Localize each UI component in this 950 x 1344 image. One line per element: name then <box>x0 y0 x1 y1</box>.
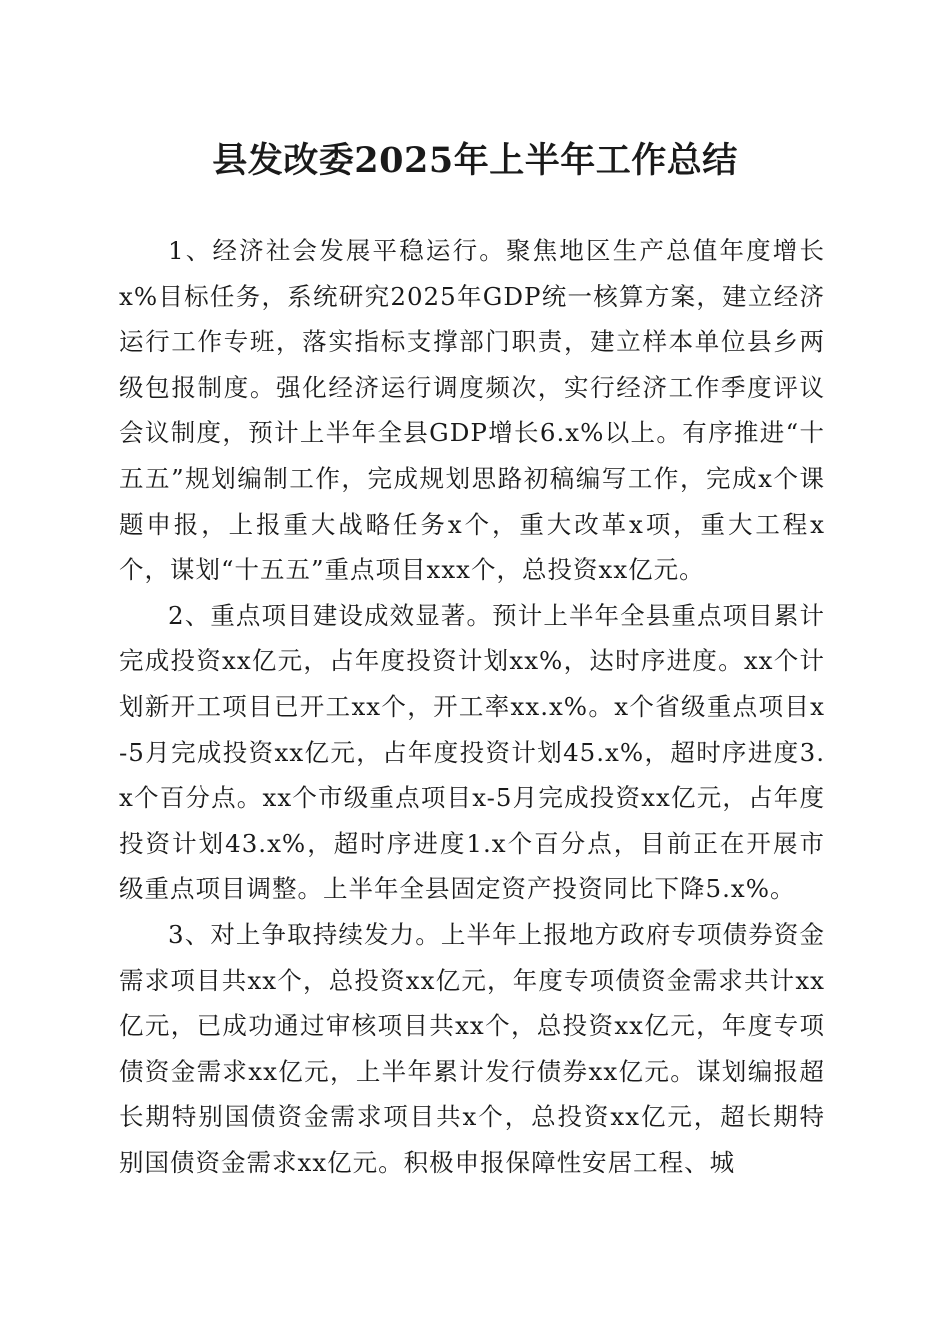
document-body <box>119 228 825 1185</box>
paragraph-key-projects: 2、重点项目建设成效显著。预计上半年全县重点项目累计完成投资xx亿元，占年度投资计划xx%，达时序进度。xx个计划新开工项目已开工xx个，开工率xx.x%。x个省级重点项目x-5月完成投资xx亿元，占年度投资计划45.x%，超时序进度3.x个百分点。xx个市级重点项目x-5月完成投资xx亿元，占年度投资计划43.x%，超时序进度1.x个百分点，目前正在开展市级重点项目调整。上半年全县固定资产投资同比下降5.x%。 <box>119 600 825 904</box>
paragraph-funding: 3、对上争取持续发力。上半年上报地方政府专项债券资金需求项目共xx个，总投资xx亿元，年度专项债资金需求共计xx亿元，已成功通过审核项目共xx个，总投资xx亿元，年度专项债资金需求xx亿元，上半年累计发行债券xx亿元。谋划编报超长期特别国债资金需求项目共x个，总投资xx亿元，超长期特别国债资金需求xx亿元。积极申报保障性安居工程、城 <box>119 919 825 1177</box>
paragraph-economy: 1、经济社会发展平稳运行。聚焦地区生产总值年度增长x%目标任务，系统研究2025年GDP统一核算方案，建立经济运行工作专班，落实指标支撑部门职责，建立样本单位县乡两级包报制度。强化经济运行调度频次，实行经济工作季度评议会议制度，预计上半年全县GDP增长6.x%以上。有序推进“十五五”规划编制工作，完成规划思路初稿编写工作，完成x个课题申报，上报重大战略任务x个，重大改革x项，重大工程x个，谋划“十五五”重点项目xxx个，总投资xx亿元。 <box>119 236 825 585</box>
document-title: 县发改委2025年上半年工作总结 <box>212 140 738 181</box>
